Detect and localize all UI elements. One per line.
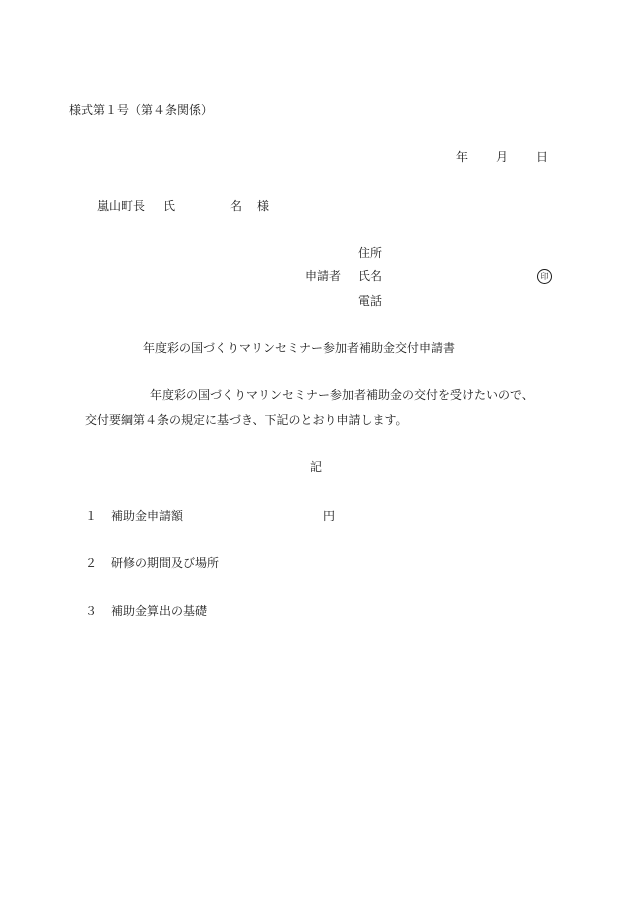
date-day-label: 日: [536, 150, 549, 164]
item-label-calculation-basis: 補助金算出の基礎: [111, 604, 208, 618]
item-number: ３: [85, 604, 98, 618]
body-text-line-2: 交付要綱第４条の規定に基づき、下記のとおり申請します。: [85, 413, 408, 427]
seal-mark: 印: [537, 269, 552, 284]
form-number: 様式第１号（第４条関係）: [69, 103, 214, 117]
date-month-label: 月: [496, 150, 509, 164]
item-unit-yen: 円: [323, 509, 336, 523]
date-year-label: 年: [456, 150, 469, 164]
body-text-line-1: 年度彩の国づくりマリンセミナー参加者補助金の交付を受けたいので、: [150, 388, 534, 402]
addressee-shi: 氏: [163, 199, 176, 213]
item-number: ２: [85, 556, 98, 570]
addressee-sama: 様: [257, 199, 270, 213]
ki-heading: 記: [310, 460, 323, 474]
applicant-label: 申請者: [305, 269, 342, 283]
addressee-mei: 名: [230, 199, 243, 213]
addressee-town: 嵐山町長: [97, 199, 146, 213]
item-label-training-period-place: 研修の期間及び場所: [111, 556, 220, 570]
document-title: 年度彩の国づくりマリンセミナー参加者補助金交付申請書: [143, 341, 456, 355]
item-number: １: [85, 509, 98, 523]
applicant-name-label: 氏名: [358, 269, 383, 283]
item-label-subsidy-amount: 補助金申請額: [111, 509, 184, 523]
applicant-address-label: 住所: [358, 246, 383, 260]
applicant-phone-label: 電話: [358, 294, 383, 308]
